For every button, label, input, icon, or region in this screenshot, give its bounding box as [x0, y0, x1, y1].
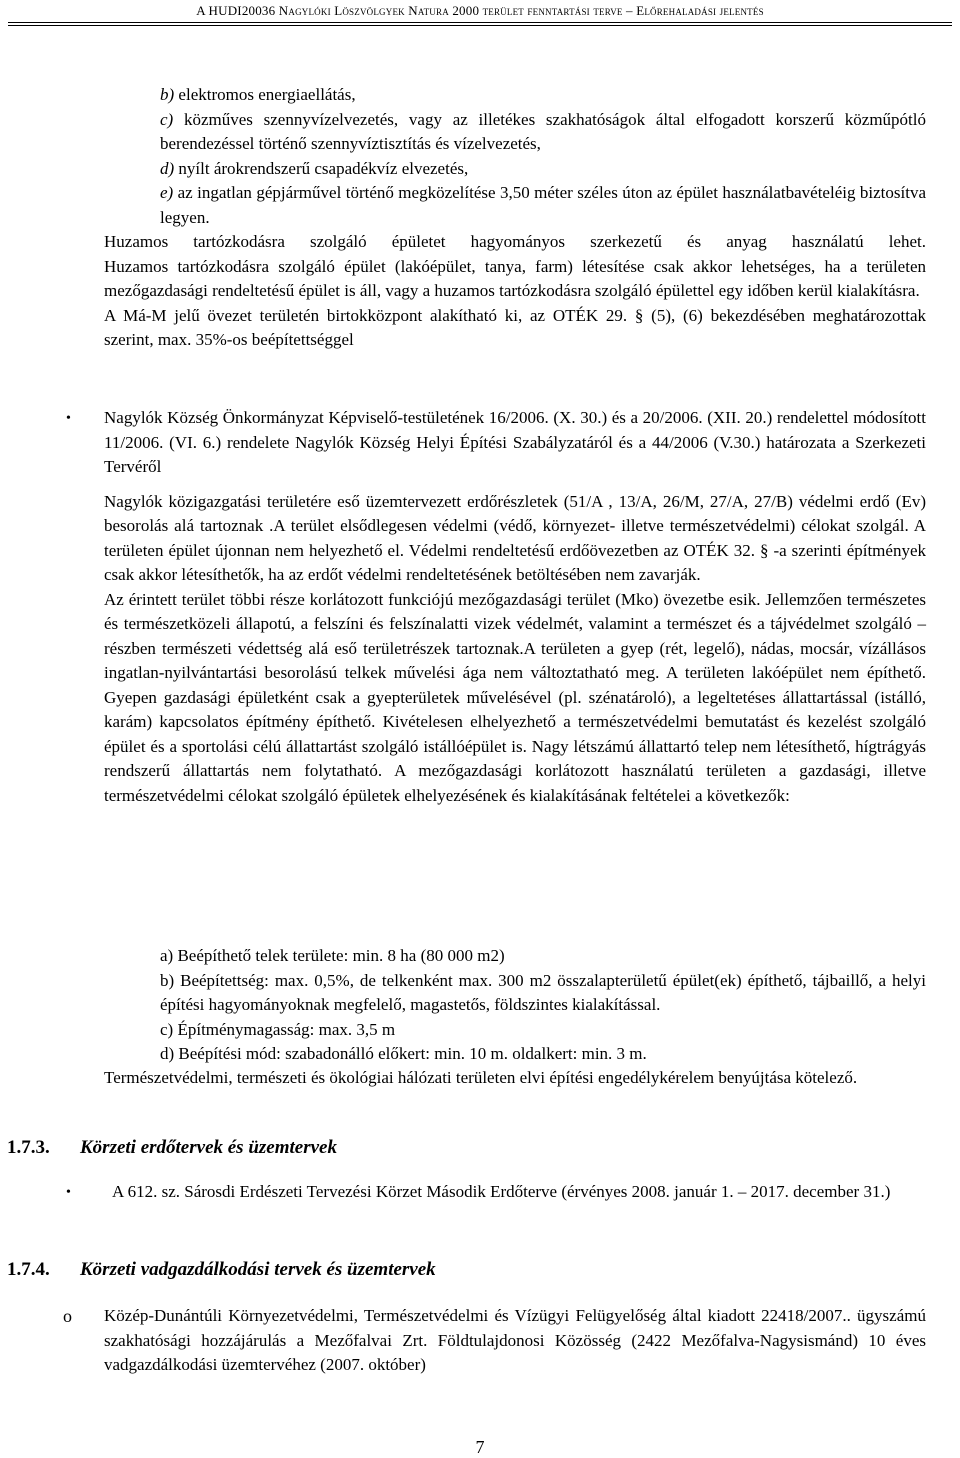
- paragraph: Huzamos tartózkodásra szolgáló épület (lakóépület, tanya, farm) létesítése csak akkor lehetséges, ha a területen mezőgazdasági rendeltetésű épület is áll, vagy a huzamos tartózkodásra szolgáló épülettel egy időben kerül kialakításra.: [104, 256, 926, 300]
- running-header: A HUDI20036 Nagylóki Löszvölgyek Natura 2000 terület fenntartási terve – Előrehaladási jelentés: [196, 3, 764, 18]
- list-item: b) elektromos energiaellátás,: [160, 85, 356, 104]
- paragraph: Az érintett terület többi része korlátozott funkciójú mezőgazdasági terület (Mko) övezetbe esik. Jellemzően természetes és természetközeli állapotú, a felszíni és felszínalatti vizek védelmét, valamint a természet és a tájvédelmet szolgáló – részben természeti védettség alá eső területrészek tartoznak.A területen a gyep (rét, legelő), nádas, mocsár, vízállásos ingatlan-nyilvántartási besorolású telkek művelési ága nem változtatható meg. A területen lakóépület nem építhető. Gyepen gazdasági épületként csak a gyepterületek művelésével (pl. szénatároló), a legeltetéses állattartással (istálló, karám) kapcsolatos építmény építhető. Kivételesen elhelyezhető a természetvédelmi bemutatást és kezelést szolgáló épület és a sportolási célú állattartást szolgáló istállóépület is. Nagy létszámú állattartó telep nem létesíthető, hígtrágyás rendszerű állattartás nem folytatható. A mezőgazdasági korlátozott használatú területen a gazdasági, illetve természetvédelmi célokat szolgáló épületek elhelyezésének és kialakításának feltételei a következők:: [104, 589, 926, 805]
- paragraph: A Má-M jelű övezet területén birtokközpont alakítható ki, az OTÉK 29. § (5), (6) bekezdésében meghatározottak szerint, max. 35%-os beépítettséggel: [104, 305, 926, 349]
- condition-item: b) Beépítettség: max. 0,5%, de telkenként max. 300 m2 összalapterületű épület(ek) építhető, tájbaillő, a helyi építési hagyományoknak megfelelő, magastetős, földszintes kialakítással.: [160, 970, 926, 1014]
- header-rule-top: [8, 22, 952, 23]
- page-number: 7: [475, 1437, 485, 1457]
- bullet-icon: •: [66, 1185, 71, 1200]
- forest-plan-item: A 612. sz. Sárosdi Erdészeti Tervezési Körzet Második Erdőterve (érvényes 2008. január 1. – 2017. december 31.): [112, 1182, 891, 1201]
- list-item: c) közműves szennyvízelvezetés, vagy az illetékes szakhatóságok által elfogadott korszerű közműpótló berendezéssel történő szennyvíztisztítás és vízelvezetés,: [160, 109, 926, 153]
- list-item: e) az ingatlan gépjárművel történő megközelítése 3,50 méter széles úton az épület használatbavételéig biztosítva legyen.: [160, 183, 926, 227]
- paragraph: Huzamos tartózkodásra szolgáló épületet hagyományos szerkezetű és anyag használatú lehet.: [104, 232, 926, 251]
- condition-item: a) Beépíthető telek területe: min. 8 ha (80 000 m2): [160, 946, 505, 965]
- circle-bullet-icon: o: [63, 1306, 72, 1326]
- section-heading-173: 1.7.3. Körzeti erdőtervek és üzemtervek: [7, 1137, 337, 1158]
- header-rule-bottom: [8, 25, 952, 26]
- residence-paragraphs: [104, 230, 926, 353]
- regulation-block: [104, 406, 926, 808]
- requirements-sublist: [160, 83, 926, 230]
- list-item: d) nyílt árokrendszerű csapadékvíz elvezetés,: [160, 158, 469, 178]
- regulation-title: Nagylók Község Önkormányzat Képviselő-testületének 16/2006. (X. 30.) és a 20/2006. (XII. 20.) rendelettel módosított 11/2006. (VI. 6.) rendelete Nagylók Község Helyi Építési Szabályzatáról és a 44/2006 (V.30.) határozata a Szerkezeti Tervéről: [104, 408, 926, 476]
- condition-item: d) Beépítési mód: szabadonálló előkert: min. 10 m. oldalkert: min. 3 m.: [160, 1044, 647, 1063]
- condition-item: c) Építménymagasság: max. 3,5 m: [160, 1019, 396, 1039]
- closing-paragraph: Természetvédelmi, természeti és ökológiai hálózati területen elvi építési engedélykérelem benyújtása kötelező.: [104, 1068, 858, 1087]
- bullet-icon: •: [66, 411, 71, 426]
- game-plan-item: Közép-Dunántúli Környezetvédelmi, Természetvédelmi és Vízügyi Felügyelőség által kiadott 22418/2007.. ügyszámú szakhatósági hozzájárulás a Mezőfalvai Zrt. Földtulajdonosi Közösség (2422 Mezőfalva-Nagysismánd) 10 éves vadgazdálkodási üzemtervéhez (2007. október): [104, 1306, 926, 1374]
- paragraph: Nagylók közigazgatási területére eső üzemtervezett erdőrészletek (51/A , 13/A, 26/M, 27/A, 27/B) védelmi erdő (Ev) besorolás alá tartoznak .A terület elsődlegesen védelmi (védő, környezet- illetve természetvédelmi) célokat szolgál. A területen épület újonnan nem helyezhető el. Védelmi rendeltetésű erdőövezetben az OTÉK 32. § -a szerinti építmények csak akkor létesíthetők, ha az erdőt védelmi rendeltetésének betöltésében nem zavarják.: [104, 491, 926, 584]
- section-heading-174: 1.7.4. Körzeti vadgazdálkodási tervek és üzemtervek: [7, 1259, 436, 1280]
- conditions-list: [160, 944, 926, 1067]
